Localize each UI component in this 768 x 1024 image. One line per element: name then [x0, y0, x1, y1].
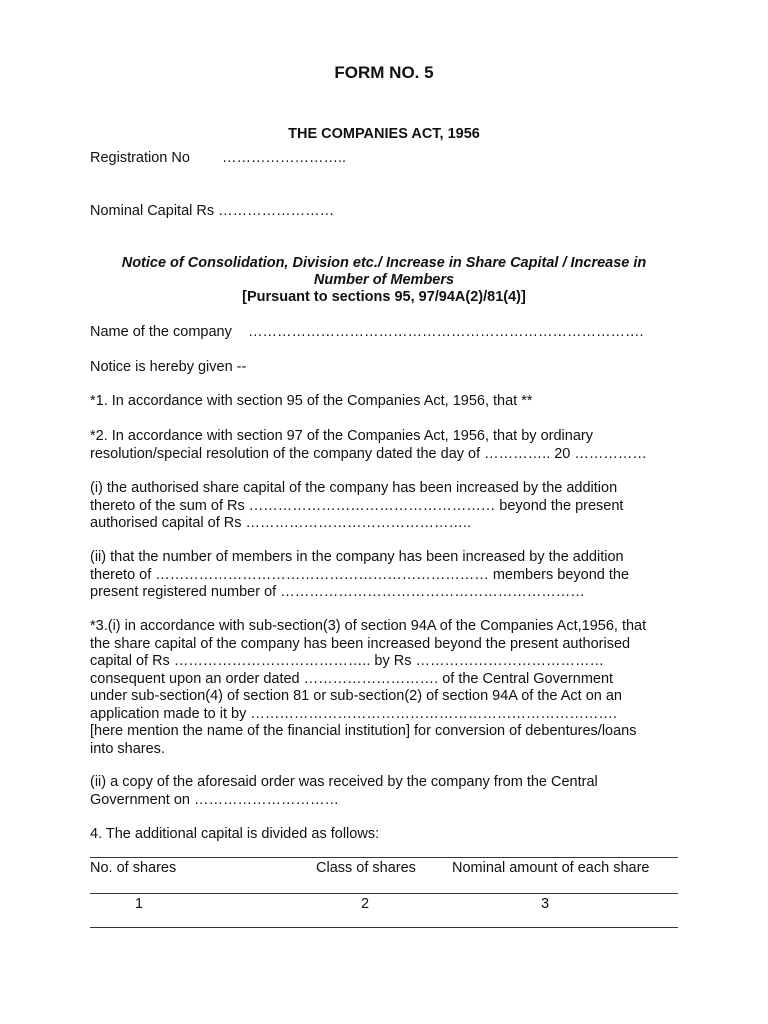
- paragraph-2-ii-line2: thereto of …………………………………………………………… members beyond the: [90, 566, 630, 583]
- table-header-rule: [90, 893, 678, 894]
- paragraph-2-line2: resolution/special resolution of the company dated the day of ………….. 20 ……………: [90, 445, 647, 462]
- paragraph-4: 4. The additional capital is divided as follows:: [90, 826, 380, 842]
- paragraph-2-i-line1: (i) the authorised share capital of the company has been increased by the addition: [90, 480, 618, 496]
- notice-heading: [90, 255, 678, 306]
- company-name-dots: ……………………………………………………………………….: [248, 324, 644, 340]
- paragraph-2-i-line2: thereto of the sum of Rs …………………………………………… beyond the present: [90, 497, 624, 514]
- form-title: FORM NO. 5: [334, 63, 434, 82]
- text-line: *2. In accordance with section 97 of the Companies Act, 1956, that by ordinary: [90, 428, 593, 444]
- paragraph-3-line8: into shares.: [90, 740, 165, 757]
- paragraph-3-line7: [here mention the name of the financial institution] for conversion of debentures/loans: [90, 723, 637, 739]
- paragraph-2: [90, 428, 678, 463]
- registration-dots: ……………………..: [222, 150, 347, 166]
- notice-heading-line1: Notice of Consolidation, Division etc./ Increase in Share Capital / Increase in: [121, 255, 647, 271]
- paragraph-3-ii-line1: (ii) a copy of the aforesaid order was received by the company from the Central: [90, 774, 598, 790]
- table-header-row: [90, 860, 678, 878]
- header-nominal-amount: Nominal amount of each share: [452, 860, 650, 876]
- company-name-row: [90, 324, 678, 342]
- act-title: THE COMPANIES ACT, 1956: [288, 126, 480, 142]
- paragraph-3-line3: capital of Rs ………………………………….. by Rs …………………………………: [90, 653, 604, 669]
- column-number-3: 3: [541, 896, 550, 912]
- paragraph-3-line1: *3.(i) in accordance with sub-section(3) of section 94A of the Companies Act,1956, that: [90, 618, 647, 634]
- header-no-of-shares: No. of shares: [90, 860, 177, 876]
- paragraph-3-line2: the share capital of the company has been increased beyond the present authorised: [90, 635, 631, 652]
- paragraph-3-line5: under sub-section(4) of section 81 or sub-section(2) of section 94A of the Act on an: [90, 688, 622, 704]
- notice-given: Notice is hereby given --: [90, 359, 247, 375]
- registration-row: [90, 150, 678, 168]
- registration-label: Registration No: [90, 150, 190, 166]
- paragraph-2-ii-line3: present registered number of ………………………………………………………: [90, 584, 585, 600]
- paragraph-1: *1. In accordance with section 95 of the Companies Act, 1956, that **: [90, 393, 533, 409]
- paragraph-3: [90, 618, 678, 758]
- paragraph-2-line1: [90, 428, 678, 446]
- paragraph-2-ii: [90, 549, 678, 602]
- table-top-rule: [90, 857, 678, 858]
- paragraph-2-i: [90, 480, 678, 533]
- header-class-of-shares: Class of shares: [316, 860, 416, 876]
- company-name-label: Name of the company: [90, 324, 232, 340]
- paragraph-3-ii: [90, 774, 678, 809]
- notice-heading-line2: Number of Members: [313, 272, 455, 288]
- paragraph-3-line4: consequent upon an order dated ………………………. of the Central Government: [90, 670, 614, 687]
- column-number-1: 1: [135, 896, 144, 912]
- paragraph-2-i-line3: authorised capital of Rs ………………………………………..: [90, 515, 472, 531]
- paragraph-3-line6: application made to it by ………………………………………………………………….: [90, 705, 617, 722]
- paragraph-3-ii-line2: Government on …………………………: [90, 791, 339, 808]
- paragraph-2-ii-line1: (ii) that the number of members in the company has been increased by the addition: [90, 549, 624, 565]
- column-number-2: 2: [361, 896, 370, 912]
- notice-pursuant: [Pursuant to sections 95, 97/94A(2)/81(4)]: [242, 289, 526, 305]
- table-bottom-rule: [90, 927, 678, 928]
- nominal-capital: Nominal Capital Rs ……………………: [90, 203, 335, 219]
- table-number-row: [90, 896, 678, 914]
